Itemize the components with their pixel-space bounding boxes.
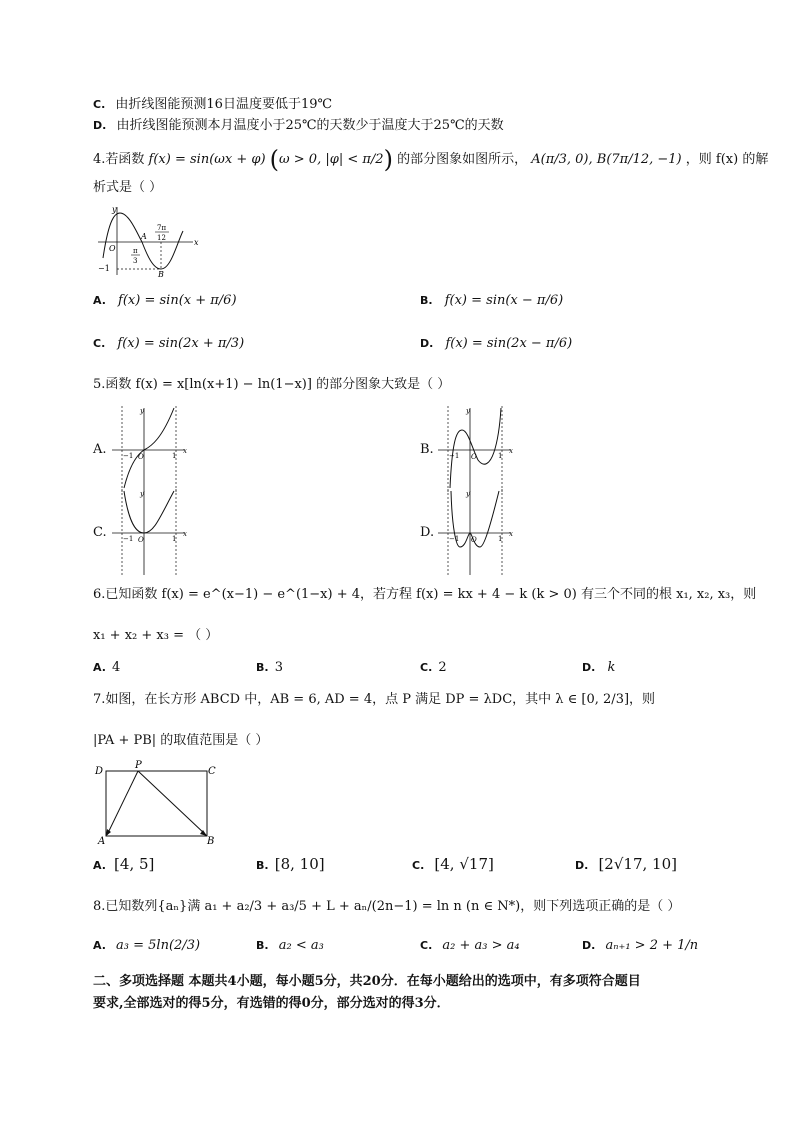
y-label: y [140,407,144,415]
x-label: x [509,447,513,455]
q7-option-b[interactable] [256,855,325,873]
option-label: B. [420,294,433,307]
q6-option-c[interactable] [420,660,447,675]
neg-one-label: −1 [98,264,110,273]
q7-stem: 7.如图，在长方形 ABCD 中，AB = 6, AD = 4，点 P 满足 DP = λDC，其中 λ ∈ [0, 2/3]，则 [93,692,656,707]
q5-option-b-label[interactable]: B. [420,442,434,457]
q5-option-c-label[interactable]: C. [93,525,107,540]
b-x-den: 12 [157,234,166,242]
x-label: x [183,530,187,538]
option-text: a₂ < a₃ [278,938,324,953]
rectangle [106,771,207,836]
q4-tail: ，则 f(x) 的解 [685,152,769,167]
q5-graph-c [112,487,192,577]
option-text: [2√17, 10] [598,855,677,873]
option-label: B. [256,859,269,872]
q4-mid: 的部分图象如图所示， [397,152,528,167]
q6-stem-line2: x₁ + x₂ + x₃ = （ ） [93,628,219,643]
q4-option-c[interactable] [93,336,244,351]
option-label: C. [420,661,433,674]
q4-stem [93,145,769,174]
option-text: f(x) = sin(x + π/6) [118,293,237,308]
q8-stem: 8.已知数列{aₙ}满 a₁ + a₂/3 + a₃/5 + L + aₙ/(2n−1) = ln n (n ∈ N*)，则下列选项正确的是（ ） [93,899,681,914]
option-label: D. [575,859,589,872]
one-label: 1 [172,535,177,543]
origin-label: O [471,453,477,461]
b-x-num: 7π [157,224,167,232]
q7-stem-line2: |PA + PB| 的取值范围是（ ） [93,733,269,748]
section2-line1: 二、多项选择题 本题共4小题，每小题5分，共20分．在每小题给出的选项中，有多项符合题目 [93,974,641,989]
q7-option-a[interactable] [93,855,154,873]
y-label: y [466,407,470,415]
q4-graph [93,203,203,278]
x-label: x [194,238,199,247]
q3-option-d [93,116,504,136]
q4-condition: ω > 0, |φ| < π/2 [279,152,384,167]
option-text: 由折线图能预测本月温度小于25℃的天数少于温度大于25℃的天数 [116,118,504,133]
point-p-label: P [135,760,142,771]
q4-option-a[interactable] [93,293,237,308]
y-label: y [466,490,470,498]
origin-label: O [109,244,116,253]
vertex-a-label: A [98,836,106,847]
q5-graph-b [438,404,518,494]
option-text: 2 [438,660,447,675]
point-b-label: B [158,270,164,278]
option-label: C. [93,98,106,111]
q3-option-c [93,95,332,115]
option-label: D. [582,661,596,674]
q7-option-d[interactable] [575,855,677,873]
option-label: C. [412,859,425,872]
point-a-label: A [141,232,147,241]
option-text: a₂ + a₃ > a₄ [442,938,520,953]
origin-label: O [471,536,477,544]
q6-option-d[interactable] [582,660,615,675]
q7-option-c[interactable] [412,855,494,873]
sine-curve [103,213,183,269]
y-label: y [112,205,117,214]
option-label: D. [93,119,107,132]
option-text: f(x) = sin(x − π/6) [444,293,564,308]
q5-option-d-label[interactable]: D. [420,525,435,540]
origin-label: O [138,536,144,544]
option-text: aₙ₊₁ > 2 + 1/n [605,938,699,953]
q4-stem-line2: 析式是（ ） [93,180,163,195]
vertex-d-label: D [95,766,104,777]
option-label: A. [93,294,106,307]
arrow-head [106,829,111,836]
option-label: A. [93,939,106,952]
option-text: 由折线图能预测16日温度要低于19℃ [115,97,333,112]
q6-option-a[interactable] [93,660,120,675]
x-label: x [509,530,513,538]
option-label: B. [256,939,269,952]
q6-stem: 6.已知函数 f(x) = e^(x−1) − e^(1−x) + 4，若方程 f(x) = kx + 4 − k (k > 0) 有三个不同的根 x₁, x₂, x₃，则 [93,587,757,602]
pi3-num: π [133,247,138,255]
option-text: k [607,660,616,675]
option-text: f(x) = sin(2x + π/3) [117,336,245,351]
x-label: x [183,447,187,455]
q5-stem: 5.函数 f(x) = x[ln(x+1) − ln(1−x)] 的部分图象大致是（ ） [93,377,451,392]
vertex-b-label: B [207,836,215,847]
option-text: [4, 5] [114,855,155,873]
q8-option-d[interactable] [582,938,698,953]
one-label: 1 [172,452,177,460]
neg-one-label: −1 [123,535,134,543]
q7-figure [93,758,223,848]
q5-option-a-label[interactable]: A. [93,442,107,457]
neg-one-label: −1 [123,452,134,460]
option-text: [8, 10] [274,855,325,873]
paren: ( [269,145,280,174]
vertex-c-label: C [208,766,216,777]
y-label: y [140,490,144,498]
curve [124,491,174,533]
pi3-den: 3 [133,257,138,265]
q8-option-b[interactable] [256,938,324,953]
option-label: C. [420,939,433,952]
option-label: C. [93,337,106,350]
vector-pa [107,771,138,835]
q8-option-c[interactable] [420,938,520,953]
vector-pb [138,771,206,835]
q8-option-a[interactable] [93,938,200,953]
curve [124,408,177,488]
q4-function: f(x) = sin(ωx + φ) [148,152,266,167]
q4-option-d[interactable] [420,336,572,351]
curve [450,408,501,488]
neg-one-label: −1 [449,452,460,460]
option-text: [4, √17] [434,855,494,873]
q5-graph-a [112,404,192,494]
q4-prefix: 4.若函数 [93,152,145,167]
option-text: 4 [112,660,121,675]
option-label: B. [256,661,269,674]
option-label: D. [420,337,434,350]
option-text: 3 [274,660,283,675]
option-text: a₃ = 5ln(2/3) [116,938,201,953]
q6-option-b[interactable] [256,660,283,675]
option-label: A. [93,859,106,872]
section2-line2: 要求,全部选对的得5分，有选错的得0分，部分选对的得3分． [93,996,450,1011]
one-label: 1 [498,452,503,460]
q5-graph-d [438,487,518,577]
option-label: A. [93,661,106,674]
neg-one-label: −1 [449,535,460,543]
one-label: 1 [498,535,503,543]
option-label: D. [582,939,596,952]
q4-option-b[interactable] [420,293,563,308]
origin-label: O [138,453,144,461]
option-text: f(x) = sin(2x − π/6) [445,336,573,351]
q4-points: A(π/3, 0), B(7π/12, −1) [531,152,682,167]
paren: ) [383,145,393,174]
